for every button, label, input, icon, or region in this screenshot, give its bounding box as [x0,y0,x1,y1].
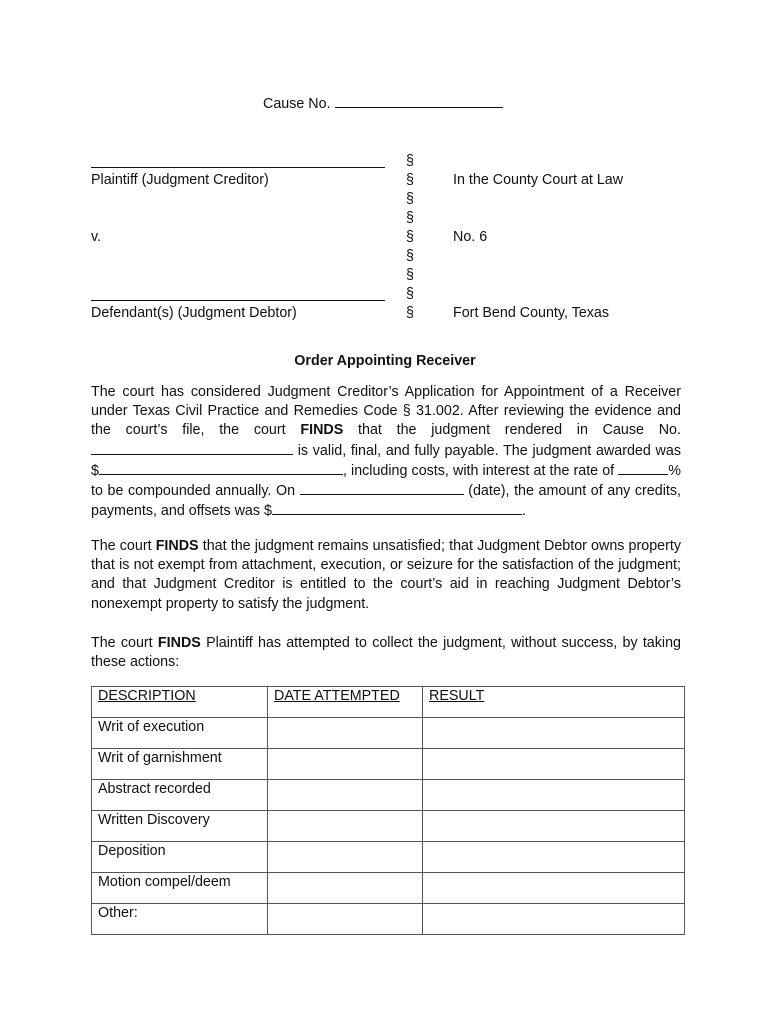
judgment-amount-blank[interactable] [99,461,343,475]
section-symbol: § [406,229,414,245]
section-symbol: § [406,210,414,226]
cause-number-field [263,94,503,112]
row-description: Other: [92,904,268,935]
section-symbol: § [406,172,414,188]
header-date-attempted: DATE ATTEMPTED [268,687,423,718]
date-attempted-cell[interactable] [268,718,423,749]
para3-text: Plaintiff has attempted to collect the judgment, without success, by taking these actions: [91,635,681,671]
table-row [92,749,685,780]
finds-keyword: FINDS [157,635,201,651]
plaintiff-label: Plaintiff (Judgment Creditor) [91,172,269,188]
defendant-label: Defendant(s) (Judgment Debtor) [91,305,297,321]
row-description: Writ of garnishment [92,749,268,780]
finds-keyword: FINDS [155,538,199,554]
para1-text: (date), the amount of any credits, payments, and offsets was $ [91,483,681,520]
cause-number-blank[interactable] [335,94,503,108]
court-number: No. 6 [453,229,488,245]
row-description: Deposition [92,842,268,873]
section-symbol: § [406,267,414,283]
header-description: DESCRIPTION [92,687,268,718]
para1-text: is valid, final, and fully payable. The judgment awarded was $ [91,442,681,479]
finds-keyword: FINDS [300,422,344,439]
paragraph-findings-attempts [91,634,681,672]
row-description: Written Discovery [92,811,268,842]
para1-text: % to be compounded annually. On [91,462,681,500]
collection-attempts-table [91,686,685,935]
cause-number-blank[interactable] [91,441,293,455]
section-symbol: § [406,305,414,321]
date-attempted-cell[interactable] [268,780,423,811]
para2-text: that the judgment remains unsatisfied; that Judgment Debtor owns property that is not exempt from attachment, execution, or seizure for the satisfaction of the judgment; and that Judgment Creditor is entitled to the court’s aid in reaching Judgment Debtor’s nonexempt property to satisfy the judgment. [91,538,681,612]
para1-text: , including costs, with interest at the rate of [342,462,615,479]
header-result: RESULT [423,687,685,718]
defendant-name-blank[interactable] [91,300,385,301]
row-description: Abstract recorded [92,780,268,811]
date-attempted-cell[interactable] [268,749,423,780]
interest-rate-blank[interactable] [618,461,668,475]
table-row [92,811,685,842]
date-blank[interactable] [300,481,464,495]
cause-number-label: Cause No. [263,96,331,112]
result-cell[interactable] [423,718,685,749]
table-row [92,842,685,873]
para3-text: The court [91,635,153,651]
paragraph-findings-unsatisfied [91,537,681,614]
document-title: Order Appointing Receiver [294,353,476,369]
date-attempted-cell[interactable] [268,904,423,935]
date-attempted-cell[interactable] [268,811,423,842]
table-header-row [92,687,685,718]
paragraph-findings-judgment [91,383,681,521]
section-symbol: § [406,153,414,169]
plaintiff-name-blank[interactable] [91,167,385,168]
table-row [92,904,685,935]
para1-text: The court has considered Judgment Creditor’s Application for Appointment of a Receiver under Texas Civil Practice and Remedies Code § 31.002. After reviewing the evidence and the court’s file, the court [91,384,681,439]
row-description: Writ of execution [92,718,268,749]
result-cell[interactable] [423,873,685,904]
row-description: Motion compel/deem [92,873,268,904]
section-symbol: § [406,248,414,264]
result-cell[interactable] [423,904,685,935]
offsets-amount-blank[interactable] [272,501,522,515]
court-name: In the County Court at Law [453,172,624,188]
date-attempted-cell[interactable] [268,842,423,873]
result-cell[interactable] [423,811,685,842]
table-row [92,780,685,811]
table-row [92,873,685,904]
para1-text: . [521,503,526,520]
section-symbol: § [406,191,414,207]
result-cell[interactable] [423,780,685,811]
table-row [92,718,685,749]
date-attempted-cell[interactable] [268,873,423,904]
court-county: Fort Bend County, Texas [453,305,610,321]
para1-text: that the judgment rendered in Cause No. [358,422,681,439]
result-cell[interactable] [423,749,685,780]
section-symbol: § [406,286,414,302]
versus-label: v. [91,229,102,245]
result-cell[interactable] [423,842,685,873]
para2-text: The court [91,538,152,554]
